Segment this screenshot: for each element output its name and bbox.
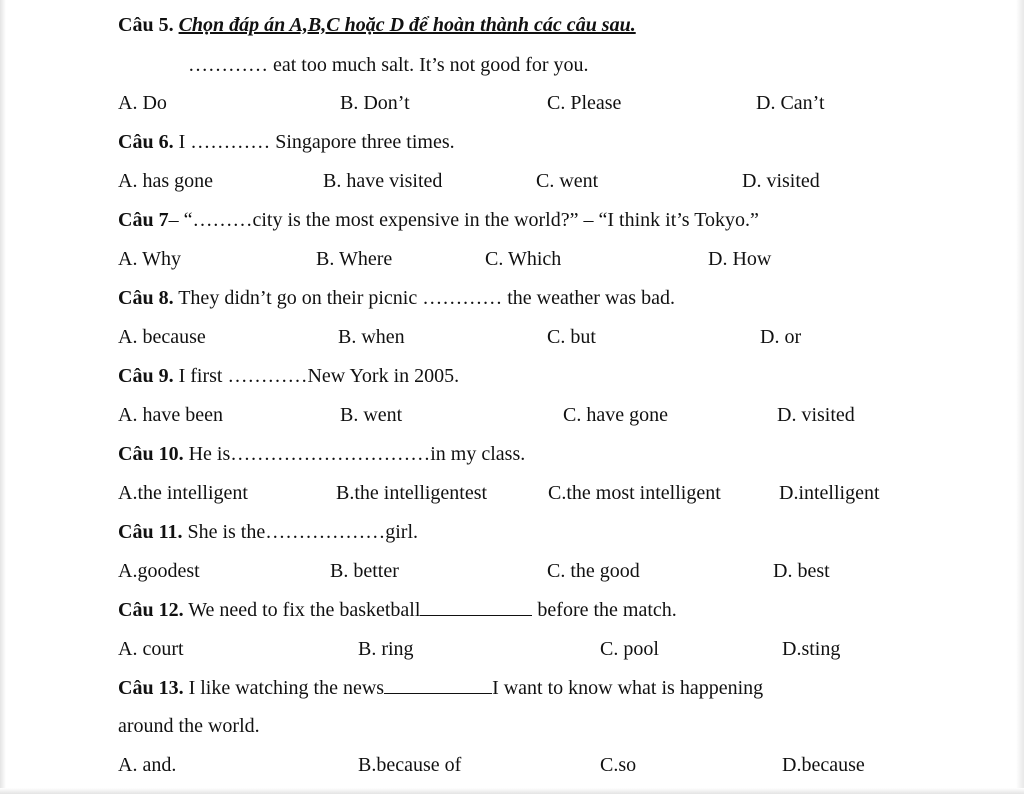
question [118,283,675,313]
option-a: A. because [118,326,206,348]
question-label: Câu 11. [118,521,183,543]
question [118,673,763,703]
option-b: B. Where [316,248,393,270]
option-d: D. best [773,560,830,582]
question-13-stem-continued [0,711,1024,741]
option-c: C.the most intelligent [548,482,721,504]
option-a: A.the intelligent [118,482,248,504]
question-5-options [0,88,1024,118]
question-12-stem [0,595,1024,625]
option-d: D.sting [782,638,841,660]
option-c: C. Please [547,92,622,114]
question-text-after: I want to know what is happening [492,677,764,699]
question-text: She is the………………girl. [187,521,419,543]
option-c: C. Which [485,248,562,270]
question-text-before: We need to fix the basketball [188,599,421,621]
question-text-continued: around the world. [118,715,260,737]
option-c: C. went [536,170,599,192]
option-d: D.intelligent [779,482,880,504]
option-c: C. pool [600,638,659,660]
question [118,439,525,469]
question [118,127,455,157]
question-8-options [0,322,1024,352]
question-label: Câu 12. [118,599,184,621]
option-b: B.because of [358,754,462,776]
question-10-stem [0,439,1024,469]
question-13-options [0,750,1024,780]
question-11-stem [0,517,1024,547]
question-label: Câu 13. [118,677,184,699]
answer-blank [420,595,532,616]
question-10-options [0,478,1024,508]
question [118,595,677,625]
option-b: B. have visited [323,170,443,192]
question-label: Câu 6. [118,131,174,153]
option-b: B. Don’t [340,92,410,114]
question-text: ………… eat too much salt. It’s not good for you. [188,54,589,76]
option-b: B.the intelligentest [336,482,488,504]
question-label: Câu 10. [118,443,184,465]
question-7-options [0,244,1024,274]
option-d: D. How [708,248,772,270]
option-a: A. and. [118,754,177,776]
option-b: B. went [340,404,403,426]
option-c: C. have gone [563,404,668,426]
page-edge-bottom [0,788,1024,794]
question-6-stem [0,127,1024,157]
header-instruction: Chọn đáp án A,B,C hoặc D để hoàn thành các câu sau. [178,14,636,36]
question-9-options [0,400,1024,430]
question-label: Câu 8. [118,287,174,309]
option-d: D. Can’t [756,92,825,114]
option-b: B. better [330,560,399,582]
option-c: C. the good [547,560,640,582]
question-text-before: I like watching the news [188,677,385,699]
option-d: D. visited [742,170,820,192]
header [118,10,636,40]
question-label: Câu 9. [118,365,174,387]
question [118,517,418,547]
question-6-options [0,166,1024,196]
question-text: He is…………………………in my class. [188,443,526,465]
question-text: I first …………New York in 2005. [178,365,460,387]
question-11-options [0,556,1024,586]
question-label: Câu 7 [118,209,169,231]
option-a: A. have been [118,404,223,426]
option-a: A.goodest [118,560,200,582]
question [118,361,459,391]
question-text-after: before the match. [537,599,677,621]
option-a: A. Do [118,92,167,114]
question-8-stem [0,283,1024,313]
option-d: D.because [782,754,865,776]
header-label: Câu 5. [118,14,174,36]
question-12-options [0,634,1024,664]
option-a: A. Why [118,248,181,270]
question-7-stem [0,205,1024,235]
question-5-stem [0,50,1024,80]
question-13-stem [0,673,1024,703]
question-text: I ………… Singapore three times. [178,131,455,153]
option-d: D. or [760,326,802,348]
question-text: – “………city is the most expensive in the world?” – “I think it’s Tokyo.” [168,209,759,231]
option-a: A. court [118,638,184,660]
option-a: A. has gone [118,170,213,192]
option-b: B. ring [358,638,414,660]
option-b: B. when [338,326,405,348]
option-c: C. but [547,326,596,348]
question [118,205,759,235]
option-d: D. visited [777,404,855,426]
question-9-stem [0,361,1024,391]
option-c: C.so [600,754,637,776]
answer-blank [384,673,492,694]
header-line [0,10,1024,40]
question-text: They didn’t go on their picnic ………… the weather was bad. [178,287,675,309]
